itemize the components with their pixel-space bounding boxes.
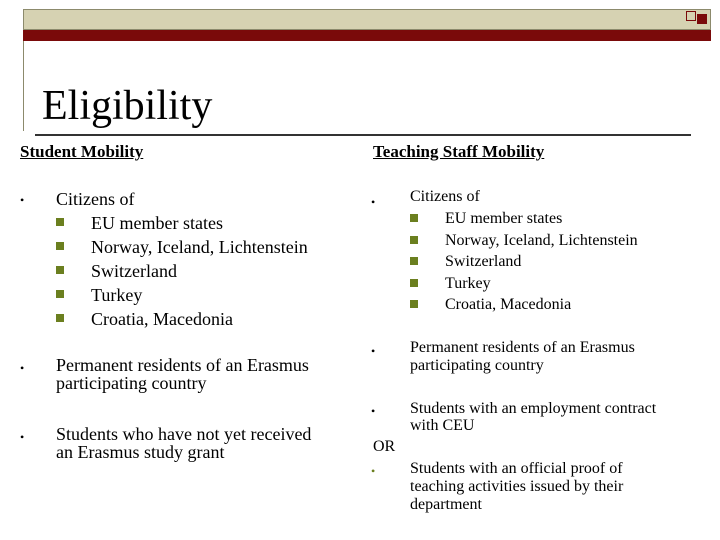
left-citizens-label: Citizens of — [56, 189, 135, 209]
square-bullet-icon — [56, 290, 64, 298]
teaching-staff-mobility-heading: Teaching Staff Mobility — [373, 142, 545, 161]
left-residents-line2: participating country — [56, 373, 207, 393]
square-bullet-icon — [410, 214, 418, 222]
bullet-dot: • — [371, 404, 376, 418]
outline-square-icon — [686, 11, 696, 21]
right-residents-line2: participating country — [410, 357, 544, 374]
square-bullet-icon — [56, 266, 64, 274]
filled-square-icon — [697, 14, 707, 24]
left-students-line1: Students who have not yet received — [56, 424, 312, 444]
left-country-item: Turkey — [91, 285, 143, 305]
left-country-item: Croatia, Macedonia — [91, 309, 233, 329]
right-proof-line3: department — [410, 496, 482, 513]
left-students-line2: an Erasmus study grant — [56, 442, 225, 462]
square-bullet-icon — [56, 218, 64, 226]
square-bullet-icon — [56, 242, 64, 250]
right-country-item: Switzerland — [445, 253, 522, 270]
left-residents-line1: Permanent residents of an Erasmus — [56, 355, 309, 375]
right-employment-line2: with CEU — [410, 417, 475, 434]
right-country-item: Croatia, Macedonia — [445, 296, 572, 313]
bullet-dot: • — [371, 195, 376, 209]
square-bullet-icon — [410, 236, 418, 244]
right-country-item: Turkey — [445, 275, 491, 292]
header-accent-bar — [23, 30, 711, 41]
or-label: OR — [373, 438, 396, 455]
left-country-item: EU member states — [91, 213, 223, 233]
right-country-item: EU member states — [445, 210, 563, 227]
right-country-item: Norway, Iceland, Lichtenstein — [445, 232, 638, 249]
right-proof-line2: teaching activities issued by their — [410, 478, 624, 495]
right-employment-line1: Students with an employment contract — [410, 400, 657, 417]
square-bullet-icon — [410, 300, 418, 308]
slide-title: Eligibility — [42, 83, 213, 129]
header-band — [23, 9, 711, 30]
left-country-item: Switzerland — [91, 261, 177, 281]
bullet-dot: • — [20, 361, 25, 375]
bullet-dot: • — [20, 430, 25, 444]
square-bullet-icon — [410, 279, 418, 287]
square-bullet-icon — [56, 314, 64, 322]
right-residents-line1: Permanent residents of an Erasmus — [410, 339, 635, 356]
right-citizens-label: Citizens of — [410, 188, 480, 205]
right-proof-line1: Students with an official proof of — [410, 460, 623, 477]
square-bullet-icon — [410, 257, 418, 265]
bullet-dot: • — [20, 193, 25, 207]
student-mobility-heading: Student Mobility — [20, 142, 144, 161]
title-divider — [35, 134, 691, 136]
bullet-dot: • — [371, 464, 376, 478]
bullet-dot: • — [371, 344, 376, 358]
left-country-item: Norway, Iceland, Lichtenstein — [91, 237, 308, 257]
